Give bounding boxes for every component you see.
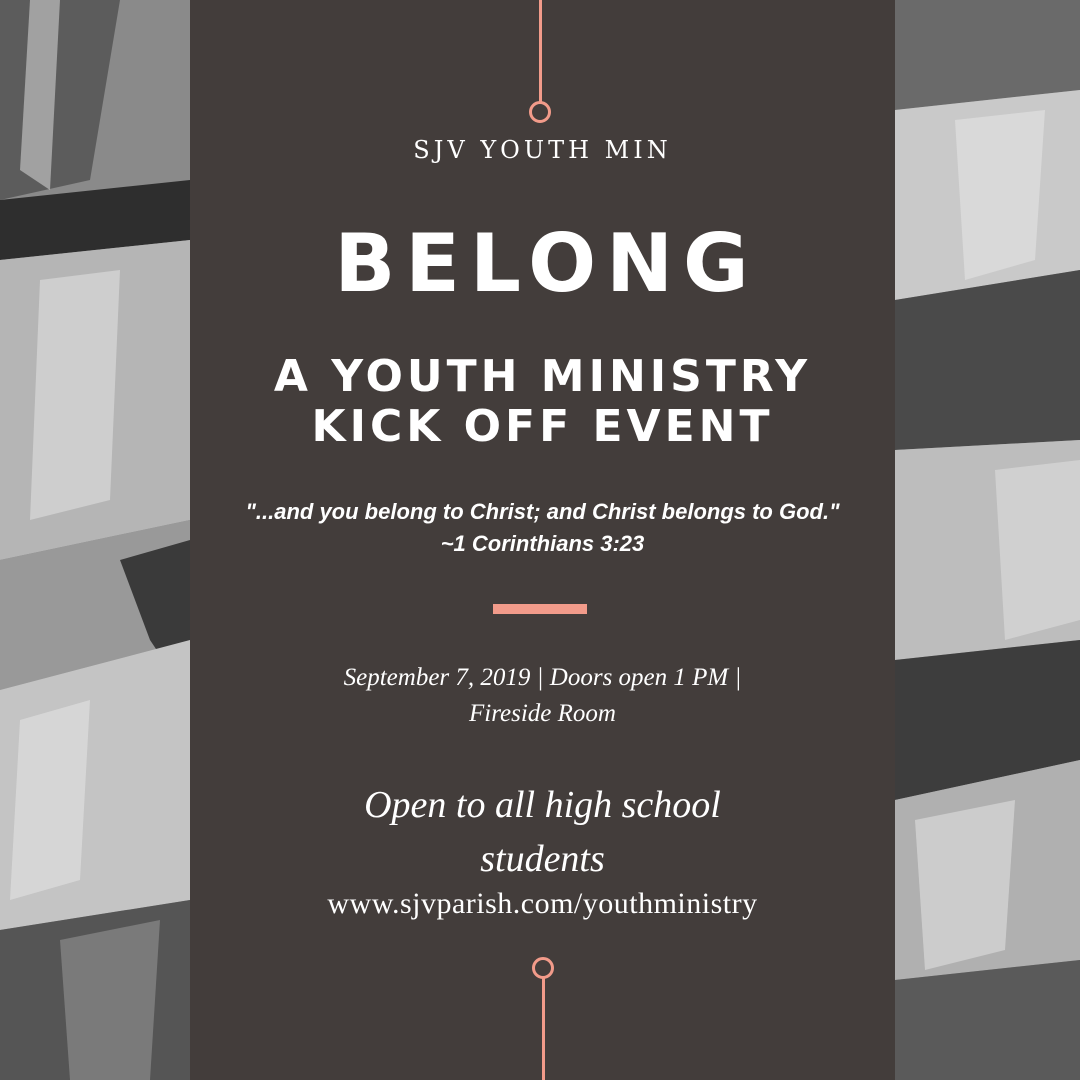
- top-connector-ring: [529, 101, 551, 123]
- event-details: September 7, 2019 | Doors open 1 PM | Fireside Room: [343, 664, 742, 727]
- event-subtitle-line-2: KICK OFF EVENT: [311, 401, 774, 452]
- quote-citation: ~1 Corinthians 3:23: [440, 531, 645, 556]
- org-name: SJV YOUTH MIN: [413, 136, 672, 164]
- event-subtitle-line-1: A YOUTH MINISTRY: [273, 351, 812, 402]
- scripture-quote: [190, 496, 895, 560]
- bottom-connector-line: [542, 978, 545, 1080]
- event-title: BELONG: [334, 217, 759, 310]
- accent-divider: [493, 604, 587, 614]
- audience-text: Open to all high school students: [364, 784, 721, 880]
- event-subtitle: [190, 352, 895, 452]
- bottom-connector-ring: [532, 957, 554, 979]
- quote-text: "...and you belong to Christ; and Christ belongs to God.": [245, 499, 840, 524]
- top-connector-line: [539, 0, 542, 102]
- website-link[interactable]: www.sjvparish.com/youthministry: [327, 887, 758, 920]
- rock-background-right: [895, 0, 1080, 1080]
- rock-background-left: [0, 0, 190, 1080]
